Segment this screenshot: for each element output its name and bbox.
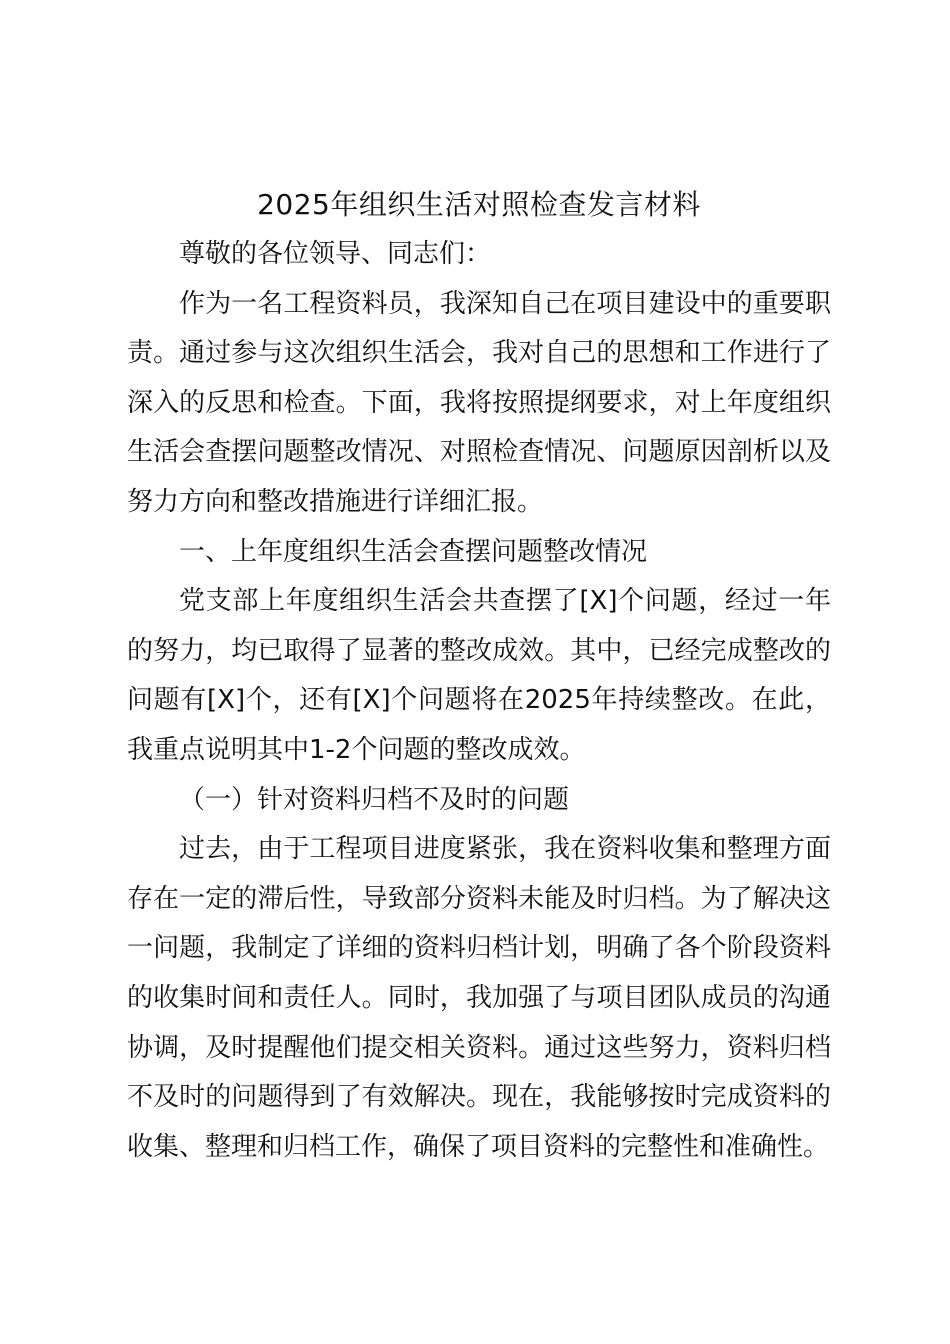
document-page	[127, 180, 831, 1172]
section-heading-1: 一、上年度组织生活会查摆问题整改情况	[179, 536, 648, 567]
rectification-summary-paragraph: 党支部上年度组织生活会共查摆了[X]个问题，经过一年的努力，均已取得了显著的整改成效。其中，已经完成整改的问题有[X]个，还有[X]个问题将在2025年持续整改。在此，我重点说明其中1-2个问题的整改成效。	[127, 586, 831, 765]
intro-paragraph: 作为一名工程资料员，我深知自己在项目建设中的重要职责。通过参与这次组织生活会，我对自己的思想和工作进行了深入的反思和检查。下面，我将按照提纲要求，对上年度组织生活会查摆问题整改情况、对照检查情况、问题原因剖析以及努力方向和整改措施进行详细汇报。	[127, 288, 831, 517]
document-title: 2025年组织生活对照检查发言材料	[257, 188, 701, 221]
salutation-paragraph: 尊敬的各位领导、同志们：	[179, 239, 492, 269]
subsection-heading-1: （一）针对资料归档不及时的问题	[179, 784, 570, 815]
archiving-issue-paragraph: 过去，由于工程项目进度紧张，我在资料收集和整理方面存在一定的滞后性，导致部分资料未能及时归档。为了解决这一问题，我制定了详细的资料归档计划，明确了各个阶段资料的收集时间和责任人。同时，我加强了与项目团队成员的沟通协调，及时提醒他们提交相关资料。通过这些努力，资料归档不及时的问题得到了有效解决。现在，我能够按时完成资料的收集、整理和归档工作，确保了项目资料的完整性和准确性。	[127, 834, 831, 1162]
